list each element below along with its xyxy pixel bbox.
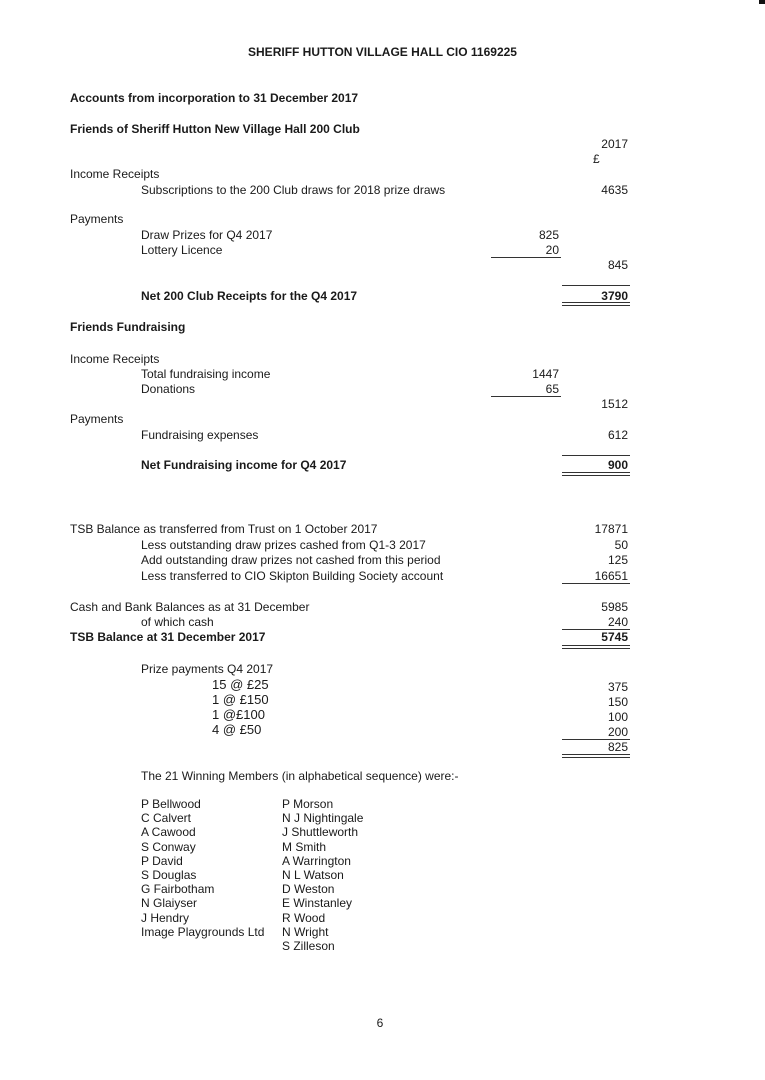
cash-balances-value: 5985 bbox=[601, 600, 628, 614]
winner-name: N Glaiyser bbox=[141, 896, 198, 911]
cash-balances-label: Cash and Bank Balances as at 31 December bbox=[70, 600, 310, 614]
page-number: 6 bbox=[376, 1016, 384, 1030]
prize-item-value: 375 bbox=[607, 680, 628, 694]
club-payment-item-label: Draw Prizes for Q4 2017 bbox=[141, 228, 273, 242]
prize-item-value: 100 bbox=[607, 710, 628, 724]
winner-name: N Wright bbox=[282, 924, 329, 939]
prize-item-value: 200 bbox=[607, 725, 628, 739]
fundraising-income-item-label: Total fundraising income bbox=[141, 367, 271, 381]
winner-name: A Cawood bbox=[141, 825, 196, 840]
fundraising-payment-item-total: 612 bbox=[607, 428, 628, 442]
tsb-row-label: Less transferred to CIO Skipton Building Society account bbox=[141, 569, 444, 583]
club-payments-total: 845 bbox=[607, 258, 628, 272]
total-rule bbox=[562, 455, 630, 456]
tsb-row-value: 16651 bbox=[594, 569, 628, 583]
tsb-final-label: TSB Balance at 31 December 2017 bbox=[70, 630, 266, 644]
prize-item-label: 15 @ £25 bbox=[212, 677, 269, 692]
document-title: SHERIFF HUTTON VILLAGE HALL CIO 1169225 bbox=[248, 45, 517, 59]
currency-column-header: £ bbox=[593, 152, 600, 166]
winner-name: S Conway bbox=[141, 839, 196, 854]
prizes-total: 825 bbox=[607, 740, 628, 754]
tsb-row-label: TSB Balance as transferred from Trust on 1 October 2017 bbox=[70, 522, 378, 536]
winner-name: N J Nightingale bbox=[282, 811, 364, 826]
fundraising-net-value: 900 bbox=[607, 458, 628, 472]
club-net-value: 3790 bbox=[601, 289, 628, 303]
double-total-rule bbox=[562, 302, 630, 306]
winner-name: M Smith bbox=[282, 839, 327, 854]
fundraising-payments-label: Payments bbox=[70, 412, 124, 426]
winner-name: P Bellwood bbox=[141, 797, 201, 811]
winner-name: A Warrington bbox=[282, 853, 351, 868]
document-subtitle: Accounts from incorporation to 31 December 2017 bbox=[70, 91, 359, 105]
winners-column-2 bbox=[282, 797, 363, 953]
year-column-header: 2017 bbox=[601, 137, 628, 151]
winner-name: S Zilleson bbox=[282, 939, 335, 954]
winner-name: P Morson bbox=[282, 797, 334, 811]
winner-name: P David bbox=[141, 853, 183, 868]
winner-name: R Wood bbox=[282, 910, 326, 925]
club-heading: Friends of Sheriff Hutton New Village Hall 200 Club bbox=[70, 122, 360, 136]
tsb-final-value: 5745 bbox=[601, 630, 628, 644]
tsb-row-value: 17871 bbox=[594, 522, 628, 536]
double-total-rule bbox=[562, 754, 630, 758]
fundraising-net-label: Net Fundraising income for Q4 2017 bbox=[141, 458, 347, 472]
winners-column-1 bbox=[141, 797, 264, 939]
of-which-cash-value: 240 bbox=[607, 615, 628, 629]
club-income-item-label: Subscriptions to the 200 Club draws for 2018 prize draws bbox=[141, 183, 446, 197]
tsb-row-label: Less outstanding draw prizes cashed from Q1-3 2017 bbox=[141, 538, 426, 552]
tsb-row-value: 50 bbox=[614, 538, 628, 552]
subtotal-rule bbox=[491, 257, 561, 258]
prize-item-value: 150 bbox=[607, 695, 628, 709]
prizes-heading: Prize payments Q4 2017 bbox=[141, 662, 274, 676]
winner-name: S Douglas bbox=[141, 868, 197, 883]
fundraising-income-label: Income Receipts bbox=[70, 352, 160, 366]
fundraising-heading: Friends Fundraising bbox=[70, 320, 186, 334]
winner-name: Image Playgrounds Ltd bbox=[141, 924, 265, 939]
prize-item-label: 4 @ £50 bbox=[212, 722, 262, 737]
winner-name: N L Watson bbox=[282, 868, 344, 883]
prize-item-label: 1 @£100 bbox=[212, 707, 265, 722]
double-total-rule bbox=[562, 645, 630, 649]
club-income-label: Income Receipts bbox=[70, 167, 160, 181]
winner-name: C Calvert bbox=[141, 811, 192, 826]
club-net-label: Net 200 Club Receipts for the Q4 2017 bbox=[141, 289, 358, 303]
club-payment-item-amount: 825 bbox=[538, 228, 559, 242]
fundraising-income-item-label: Donations bbox=[141, 382, 196, 396]
fundraising-income-item-amount: 1447 bbox=[532, 367, 559, 381]
club-payments-label: Payments bbox=[70, 212, 124, 226]
winner-name: J Hendry bbox=[141, 910, 190, 925]
tsb-row-label: Add outstanding draw prizes not cashed from this period bbox=[141, 553, 441, 567]
fundraising-payment-item-label: Fundraising expenses bbox=[141, 428, 259, 442]
club-payment-item-amount: 20 bbox=[545, 243, 559, 257]
winner-name: G Fairbotham bbox=[141, 882, 215, 897]
double-total-rule bbox=[562, 472, 630, 476]
club-income-item-total: 4635 bbox=[601, 183, 628, 197]
prize-item-label: 1 @ £150 bbox=[212, 692, 269, 707]
winner-name: D Weston bbox=[282, 882, 335, 897]
subtotal-rule bbox=[491, 396, 561, 397]
fundraising-income-total: 1512 bbox=[601, 397, 628, 411]
total-rule bbox=[562, 285, 630, 286]
winners-heading: The 21 Winning Members (in alphabetical sequence) were:- bbox=[141, 769, 459, 783]
winner-name: E Winstanley bbox=[282, 896, 353, 911]
tsb-row-value: 125 bbox=[607, 553, 628, 567]
total-rule bbox=[562, 583, 630, 584]
club-payment-item-label: Lottery Licence bbox=[141, 243, 223, 257]
winner-name: J Shuttleworth bbox=[282, 825, 359, 840]
fundraising-income-item-amount: 65 bbox=[545, 382, 559, 396]
scan-mark bbox=[759, 0, 765, 4]
of-which-cash-label: of which cash bbox=[141, 615, 214, 629]
